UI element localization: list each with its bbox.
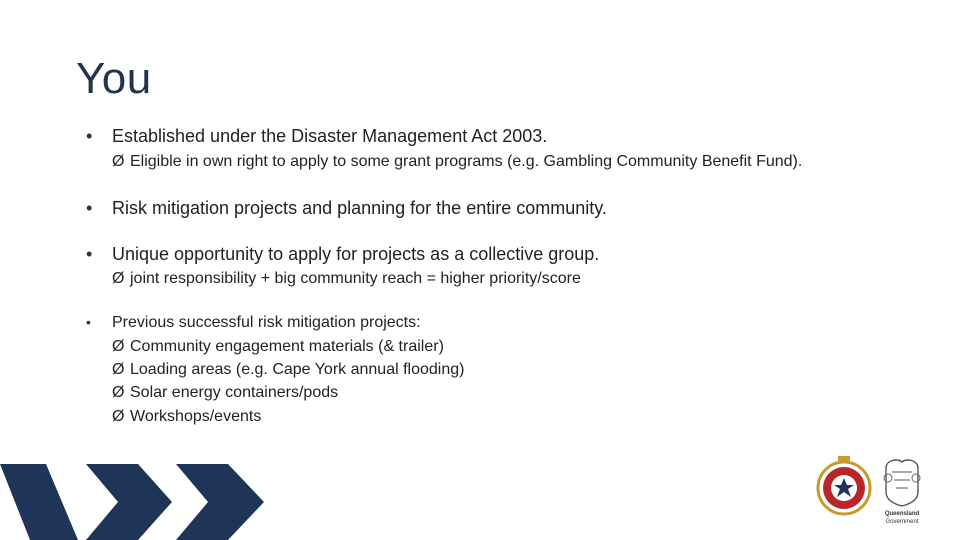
sub-item-text: Loading areas (e.g. Cape York annual flooding)	[130, 361, 465, 378]
arrow-bullet-icon: Ø	[112, 361, 125, 378]
arrow-bullet-icon: Ø	[112, 270, 125, 287]
sub-item-text: joint responsibility + big community reach = higher priority/score	[130, 270, 581, 287]
arrow-bullet-icon: Ø	[112, 384, 125, 401]
sub-item-text: Eligible in own right to apply to some grant programs (e.g. Gambling Community Benefit Fund).	[130, 153, 803, 170]
sub-item-joint-responsibility	[112, 270, 581, 288]
sub-item-text: Community engagement materials (& trailer)	[130, 338, 444, 355]
government-name-line2: Government	[885, 519, 919, 525]
bullet-text-previous-projects: Previous successful risk mitigation projects:	[112, 314, 421, 331]
government-name-line1: Queensland	[884, 511, 920, 517]
sub-item-text: Workshops/events	[130, 408, 262, 425]
sub-item-eligible	[112, 153, 802, 171]
bullet-marker: •	[86, 126, 93, 146]
sub-item-solar-energy	[112, 384, 338, 402]
arrow-bullet-icon: Ø	[112, 338, 125, 355]
queensland-government-crest	[884, 460, 920, 525]
emergency-services-emblem	[818, 456, 870, 514]
bullet-marker: •	[86, 314, 91, 330]
slide-title: You	[76, 54, 152, 103]
chevron-decoration	[0, 460, 270, 540]
bullet-marker: •	[86, 198, 93, 218]
arrow-bullet-icon: Ø	[112, 408, 125, 425]
chevron-shape	[176, 464, 264, 540]
sub-item-workshops	[112, 408, 261, 426]
chevron-shape	[0, 464, 78, 540]
sub-item-text: Solar energy containers/pods	[130, 384, 339, 401]
bullet-text-unique-opportunity: Unique opportunity to apply for projects as a collective group.	[112, 244, 600, 264]
chevron-shape	[86, 464, 172, 540]
bullet-text-established: Established under the Disaster Management Act 2003.	[112, 126, 548, 146]
sub-item-community-engagement	[112, 338, 444, 356]
sub-item-loading-areas	[112, 361, 464, 379]
bullet-text-risk-mitigation: Risk mitigation projects and planning for the entire community.	[112, 198, 607, 218]
logos-area	[814, 454, 934, 526]
bullet-marker: •	[86, 244, 93, 264]
arrow-bullet-icon: Ø	[112, 153, 125, 170]
